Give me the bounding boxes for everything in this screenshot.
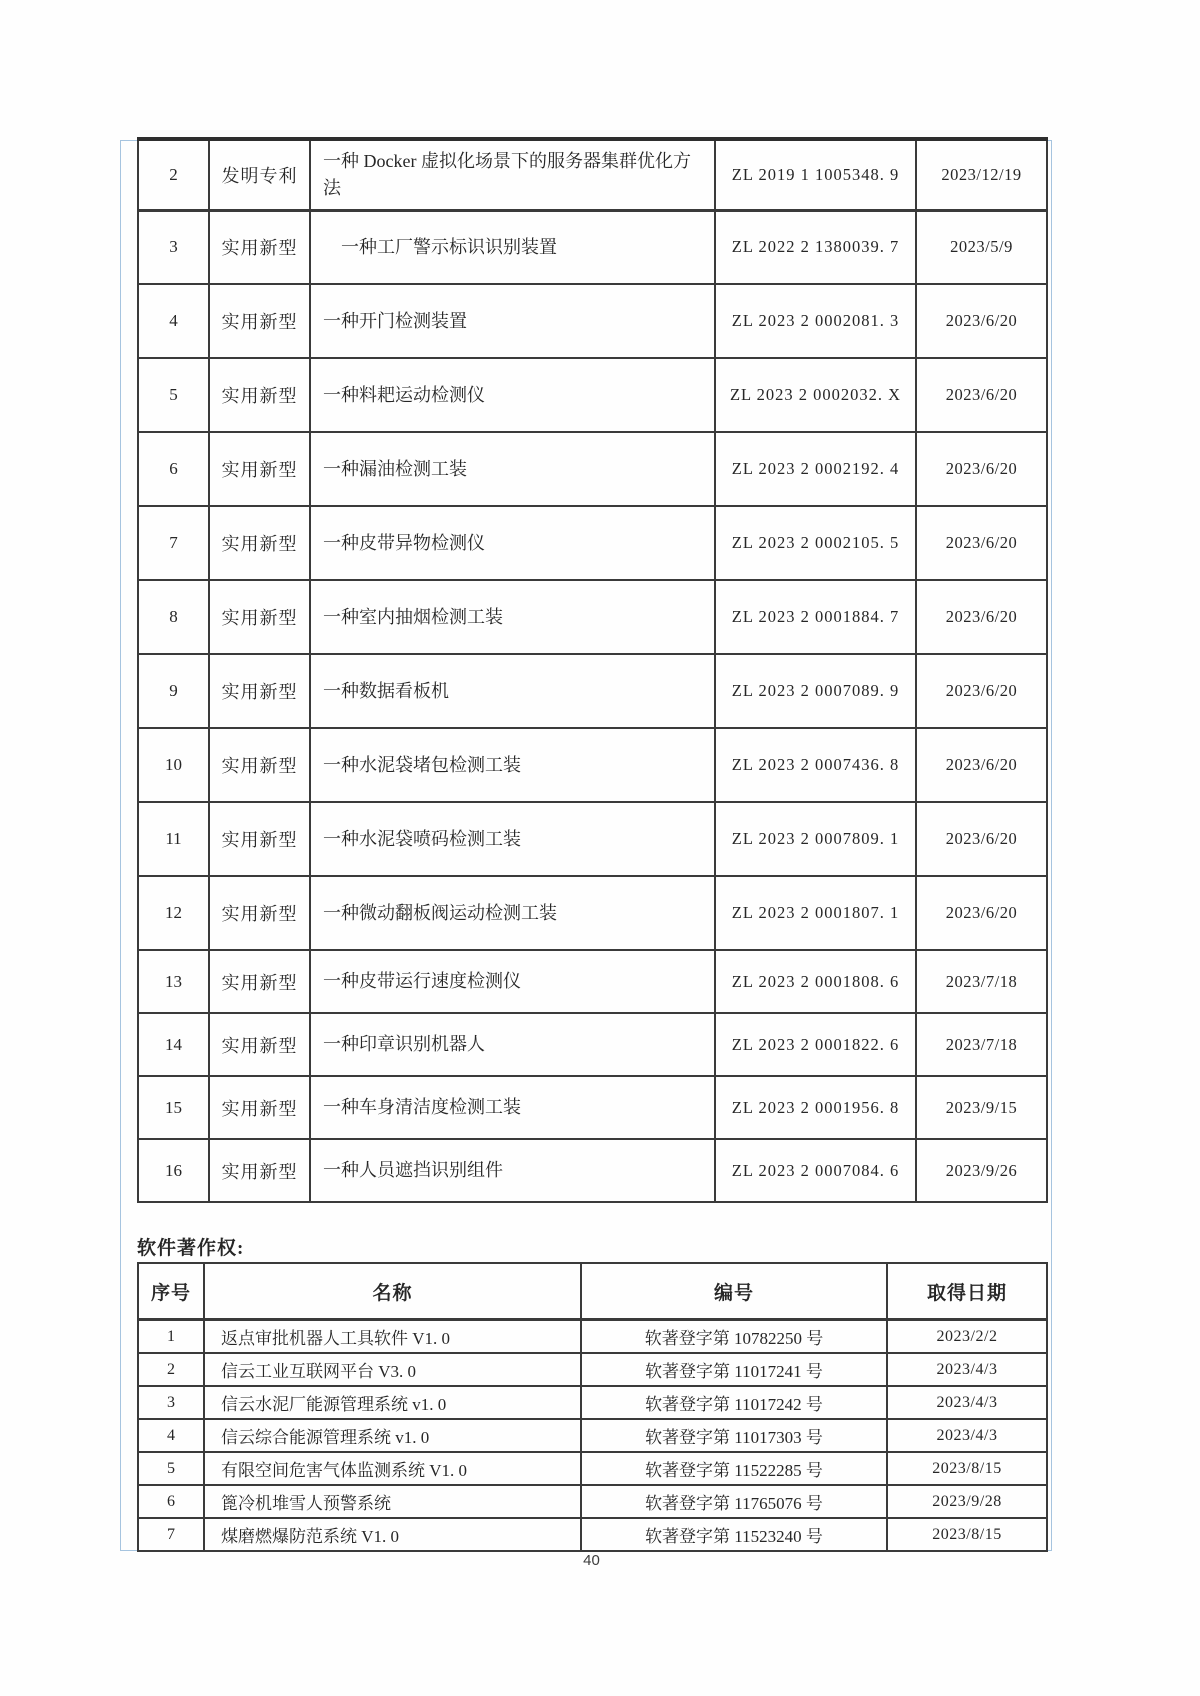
table-row [138, 1386, 1047, 1419]
cell-date: 2023/8/15 [887, 1518, 1047, 1551]
cell-date: 2023/7/18 [916, 950, 1047, 1013]
cell-type: 实用新型 [209, 506, 310, 580]
cell-no: 12 [138, 876, 209, 950]
cell-date: 2023/6/20 [916, 506, 1047, 580]
cell-date: 2023/6/20 [916, 358, 1047, 432]
software-table-body [138, 1320, 1047, 1552]
cell-reg: 软著登字第 11522285 号 [581, 1452, 887, 1485]
cell-pno: ZL 2023 2 0001884. 7 [715, 580, 916, 654]
table-row [138, 210, 1047, 284]
table-row [138, 1353, 1047, 1386]
cell-no: 16 [138, 1139, 209, 1202]
patent-table-body [138, 139, 1047, 1202]
cell-name: 篦冷机堆雪人预警系统 [204, 1485, 581, 1518]
cell-reg: 软著登字第 10782250 号 [581, 1320, 887, 1354]
cell-name: 一种印章识别机器人 [310, 1013, 715, 1076]
cell-name: 有限空间危害气体监测系统 V1. 0 [204, 1452, 581, 1485]
table-row [138, 1139, 1047, 1202]
cell-date: 2023/7/18 [916, 1013, 1047, 1076]
table-row [138, 1452, 1047, 1485]
cell-no: 14 [138, 1013, 209, 1076]
cell-type: 实用新型 [209, 876, 310, 950]
table-row [138, 1320, 1047, 1354]
cell-no: 7 [138, 1518, 204, 1551]
cell-no: 7 [138, 506, 209, 580]
cell-no: 3 [138, 210, 209, 284]
cell-name: 一种微动翻板阀运动检测工装 [310, 876, 715, 950]
cell-date: 2023/6/20 [916, 580, 1047, 654]
cell-pno: ZL 2023 2 0001956. 8 [715, 1076, 916, 1139]
cell-name: 一种人员遮挡识别组件 [310, 1139, 715, 1202]
software-table-header-row [138, 1263, 1047, 1320]
cell-pno: ZL 2023 2 0002081. 3 [715, 284, 916, 358]
table-row [138, 1518, 1047, 1551]
cell-type: 发明专利 [209, 139, 310, 210]
cell-pno: ZL 2023 2 0007436. 8 [715, 728, 916, 802]
cell-date: 2023/9/15 [916, 1076, 1047, 1139]
table-row [138, 802, 1047, 876]
cell-date: 2023/4/3 [887, 1386, 1047, 1419]
cell-no: 2 [138, 1353, 204, 1386]
cell-date: 2023/4/3 [887, 1353, 1047, 1386]
cell-type: 实用新型 [209, 432, 310, 506]
cell-pno: ZL 2023 2 0007089. 9 [715, 654, 916, 728]
cell-type: 实用新型 [209, 802, 310, 876]
cell-name: 一种水泥袋喷码检测工装 [310, 802, 715, 876]
table-row [138, 950, 1047, 1013]
cell-type: 实用新型 [209, 1013, 310, 1076]
table-row [138, 580, 1047, 654]
table-row [138, 506, 1047, 580]
cell-name: 煤磨燃爆防范系统 V1. 0 [204, 1518, 581, 1551]
cell-type: 实用新型 [209, 580, 310, 654]
column-header: 编号 [581, 1263, 887, 1320]
cell-no: 10 [138, 728, 209, 802]
cell-no: 13 [138, 950, 209, 1013]
cell-name: 信云水泥厂能源管理系统 v1. 0 [204, 1386, 581, 1419]
cell-no: 15 [138, 1076, 209, 1139]
cell-type: 实用新型 [209, 1139, 310, 1202]
cell-date: 2023/6/20 [916, 284, 1047, 358]
table-row [138, 432, 1047, 506]
table-row [138, 139, 1047, 210]
cell-name: 一种皮带异物检测仪 [310, 506, 715, 580]
cell-name: 一种皮带运行速度检测仪 [310, 950, 715, 1013]
cell-no: 3 [138, 1386, 204, 1419]
column-header: 名称 [204, 1263, 581, 1320]
cell-pno: ZL 2023 2 0001807. 1 [715, 876, 916, 950]
cell-name: 一种漏油检测工装 [310, 432, 715, 506]
cell-name: 信云综合能源管理系统 v1. 0 [204, 1419, 581, 1452]
table-row [138, 1013, 1047, 1076]
cell-pno: ZL 2023 2 0002192. 4 [715, 432, 916, 506]
cell-no: 9 [138, 654, 209, 728]
cell-date: 2023/6/20 [916, 728, 1047, 802]
cell-no: 2 [138, 139, 209, 210]
cell-name: 一种工厂警示标识识别装置 [310, 210, 715, 284]
table-row [138, 1076, 1047, 1139]
cell-date: 2023/8/15 [887, 1452, 1047, 1485]
cell-name: 一种室内抽烟检测工装 [310, 580, 715, 654]
cell-no: 5 [138, 358, 209, 432]
table-row [138, 1485, 1047, 1518]
cell-type: 实用新型 [209, 728, 310, 802]
cell-pno: ZL 2023 2 0007084. 6 [715, 1139, 916, 1202]
cell-pno: ZL 2023 2 0001822. 6 [715, 1013, 916, 1076]
cell-pno: ZL 2022 2 1380039. 7 [715, 210, 916, 284]
cell-date: 2023/5/9 [916, 210, 1047, 284]
table-row [138, 1419, 1047, 1452]
cell-date: 2023/6/20 [916, 802, 1047, 876]
software-copyright-section-title: 软件著作权: [137, 1238, 245, 1259]
cell-reg: 软著登字第 11523240 号 [581, 1518, 887, 1551]
cell-name: 一种数据看板机 [310, 654, 715, 728]
cell-name: 一种水泥袋堵包检测工装 [310, 728, 715, 802]
cell-pno: ZL 2019 1 1005348. 9 [715, 139, 916, 210]
column-header: 取得日期 [887, 1263, 1047, 1320]
cell-name: 一种 Docker 虚拟化场景下的服务器集群优化方法 [310, 139, 715, 210]
cell-type: 实用新型 [209, 1076, 310, 1139]
cell-no: 11 [138, 802, 209, 876]
table-row [138, 728, 1047, 802]
cell-date: 2023/6/20 [916, 654, 1047, 728]
cell-no: 5 [138, 1452, 204, 1485]
cell-type: 实用新型 [209, 654, 310, 728]
column-header: 序号 [138, 1263, 204, 1320]
cell-date: 2023/9/26 [916, 1139, 1047, 1202]
cell-no: 4 [138, 284, 209, 358]
cell-no: 6 [138, 432, 209, 506]
cell-date: 2023/6/20 [916, 432, 1047, 506]
cell-no: 6 [138, 1485, 204, 1518]
cell-type: 实用新型 [209, 950, 310, 1013]
software-copyright-table [137, 1262, 1048, 1552]
cell-name: 信云工业互联网平台 V3. 0 [204, 1353, 581, 1386]
table-row [138, 284, 1047, 358]
cell-type: 实用新型 [209, 358, 310, 432]
table-row [138, 654, 1047, 728]
cell-no: 4 [138, 1419, 204, 1452]
cell-date: 2023/12/19 [916, 139, 1047, 210]
cell-pno: ZL 2023 2 0002032. X [715, 358, 916, 432]
cell-reg: 软著登字第 11017303 号 [581, 1419, 887, 1452]
cell-reg: 软著登字第 11765076 号 [581, 1485, 887, 1518]
cell-date: 2023/4/3 [887, 1419, 1047, 1452]
cell-pno: ZL 2023 2 0001808. 6 [715, 950, 916, 1013]
table-row [138, 876, 1047, 950]
cell-date: 2023/2/2 [887, 1320, 1047, 1354]
cell-date: 2023/6/20 [916, 876, 1047, 950]
cell-type: 实用新型 [209, 210, 310, 284]
patent-table [137, 137, 1048, 1203]
cell-type: 实用新型 [209, 284, 310, 358]
cell-pno: ZL 2023 2 0002105. 5 [715, 506, 916, 580]
cell-name: 返点审批机器人工具软件 V1. 0 [204, 1320, 581, 1354]
cell-no: 1 [138, 1320, 204, 1354]
cell-name: 一种车身清洁度检测工装 [310, 1076, 715, 1139]
cell-reg: 软著登字第 11017242 号 [581, 1386, 887, 1419]
table-row [138, 358, 1047, 432]
cell-no: 8 [138, 580, 209, 654]
cell-pno: ZL 2023 2 0007809. 1 [715, 802, 916, 876]
cell-date: 2023/9/28 [887, 1485, 1047, 1518]
cell-reg: 软著登字第 11017241 号 [581, 1353, 887, 1386]
cell-name: 一种料耙运动检测仪 [310, 358, 715, 432]
page-number: 40 [583, 1552, 600, 1569]
cell-name: 一种开门检测装置 [310, 284, 715, 358]
